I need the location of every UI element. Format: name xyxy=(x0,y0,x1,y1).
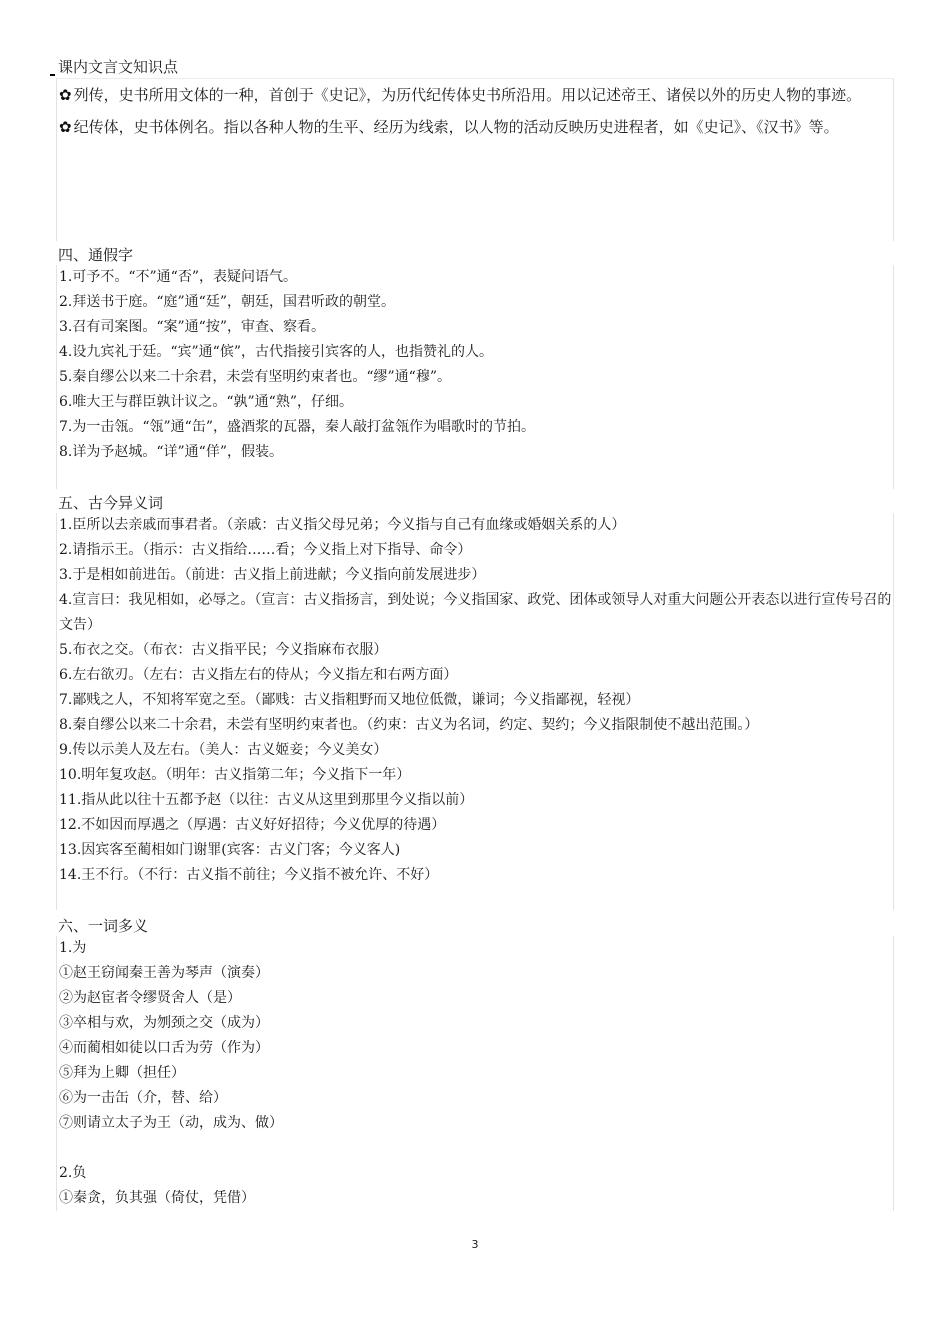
list-item: 6.左右欲刃。（左右：古义指左右的侍从；今义指左和右两方面） xyxy=(59,667,458,683)
list-item: 6.唯大王与群臣孰计议之。“孰”通“熟”，仔细。 xyxy=(59,394,353,410)
list-item: 2.负 xyxy=(59,1165,87,1181)
page-title: 课内文言文知识点 xyxy=(58,58,179,76)
list-item: 4.设九宾礼于廷。“宾”通“傧”，古代指接引宾客的人，也指赞礼的人。 xyxy=(59,344,493,360)
list-item: ⑥为一击缶（介，替、给） xyxy=(59,1090,227,1106)
section-heading-tongjiazi: 四、通假字 xyxy=(58,246,134,264)
list-item: 12.不如因而厚遇之（厚遇：古义好好招待；今义优厚的待遇） xyxy=(59,817,446,833)
list-item: ⑦则请立太子为王（动，成为、做） xyxy=(59,1115,283,1131)
list-item: 3.于是相如前进缶。（前进：古义指上前进献；今义指向前发展进步） xyxy=(59,567,486,583)
list-item: 2.拜送书于庭。“庭”通“廷”，朝廷，国君听政的朝堂。 xyxy=(59,294,395,310)
gujin-list xyxy=(57,513,893,888)
list-item: ②为赵宦者令缪贤舍人（是） xyxy=(59,990,241,1006)
list-item: 2.请指示王。（指示：古义指给……看；今义指上对下指导、命令） xyxy=(59,542,472,558)
list-item: 8.详为予赵城。“详”通“佯”，假装。 xyxy=(59,444,283,460)
list-item: 1.为 xyxy=(59,940,87,956)
list-item: 10.明年复攻赵。（明年：古义指第二年；今义指下一年） xyxy=(59,767,411,783)
list-item: ①赵王窃闻秦王善为琴声（演奏） xyxy=(59,965,269,981)
intro-paragraph xyxy=(57,79,893,111)
list-spacer xyxy=(59,1136,893,1161)
intro-text: 列传，史书所用文体的一种，首创于《史记》，为历代纪传体史书所沿用。用以记述帝王、诸侯以外的历史人物的事迹。 xyxy=(73,86,862,104)
intro-paragraph xyxy=(57,111,893,143)
intro-section xyxy=(56,78,894,241)
yici-section xyxy=(56,936,894,1211)
list-item: 7.为一击瓴。“瓴”通“缶”，盛酒浆的瓦器，秦人敲打盆瓴作为唱歌时的节拍。 xyxy=(59,419,535,435)
section-heading-gujin: 五、古今异义词 xyxy=(58,494,164,512)
flower-icon: ✿ xyxy=(59,118,72,136)
list-item: 14.王不行。（不行：古义指不前往；今义指不被允许、不好） xyxy=(59,867,439,883)
page-number: 3 xyxy=(471,1238,479,1251)
list-item: ①秦贪，负其强（倚仗，凭借） xyxy=(59,1190,255,1206)
list-item: 5.秦自缪公以来二十余君，未尝有坚明约束者也。“缪”通“穆”。 xyxy=(59,369,451,385)
intro-text: 纪传体，史书体例名。指以各种人物的生平、经历为线索，以人物的活动反映历史进程者，如《史记》、《汉书》等。 xyxy=(73,118,839,136)
tongjiazi-section xyxy=(56,265,894,489)
list-item: 1.臣所以去亲戚而事君者。（亲戚：古义指父母兄弟；今义指与自己有血缘或婚姻关系的人） xyxy=(59,517,626,533)
list-item: ⑤拜为上卿（担任） xyxy=(59,1065,185,1081)
list-item: ④而蔺相如徒以口舌为劳（作为） xyxy=(59,1040,269,1056)
list-item: 11.指从此以往十五都予赵（以往：古义从这里到那里今义指以前） xyxy=(59,792,474,808)
list-item: 5.布衣之交。（布衣：古义指平民；今义指麻布衣服） xyxy=(59,642,388,658)
title-marker xyxy=(50,74,55,76)
list-item: 9.传以示美人及左右。（美人：古义姬妾；今义美女） xyxy=(59,742,388,758)
yici-list xyxy=(57,936,893,1211)
list-item: 4.宣言曰：我见相如，必辱之。（宣言：古义指扬言，到处说；今义指国家、政党、团体或领导人对重大问题公开表态以进行宣传号召的文告） xyxy=(59,592,892,633)
flower-icon: ✿ xyxy=(59,86,72,104)
list-item: 7.鄙贱之人，不知将军宽之至。（鄙贱：古义指粗野而又地位低微，谦词；今义指鄙视，轻视） xyxy=(59,692,640,708)
list-item: 13.因宾客至蔺相如门谢罪(宾客：古义门客；今义客人) xyxy=(59,842,401,858)
list-item: ③卒相与欢，为刎颈之交（成为） xyxy=(59,1015,269,1031)
list-item: 1.可予不。“不”通“否”，表疑问语气。 xyxy=(59,269,297,285)
list-item: 8.秦自缪公以来二十余君，未尝有坚明约束者也。（约束：古义为名词，约定、契约；今义指限制使不越出范围。） xyxy=(59,717,759,733)
section-heading-yici: 六、一词多义 xyxy=(58,917,149,935)
list-item: 3.召有司案图。“案”通“按”，审查、察看。 xyxy=(59,319,325,335)
tongjiazi-list xyxy=(57,265,893,465)
gujin-section xyxy=(56,513,894,910)
